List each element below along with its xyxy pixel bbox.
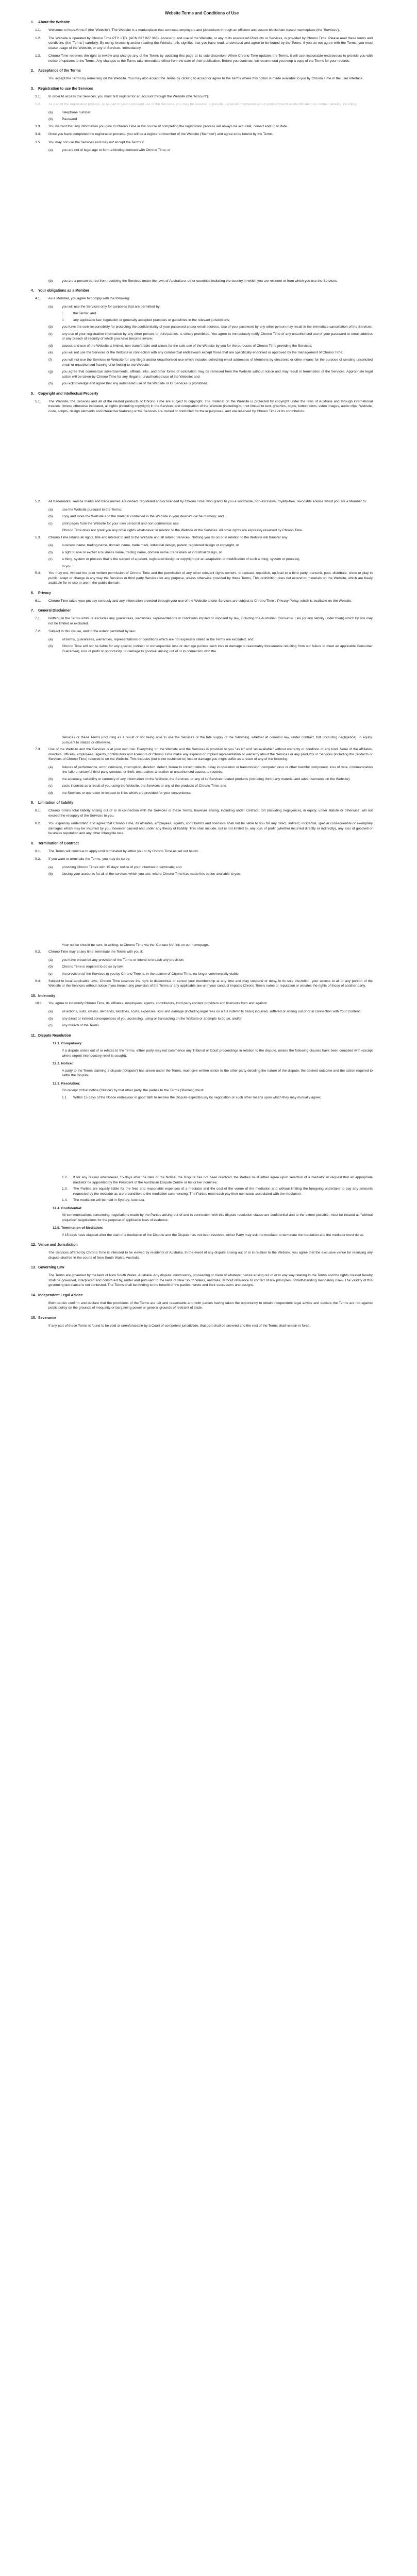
clause: 3.5. You may not use the Services and may not accept the Terms if: [35,140,145,144]
clause: 9.4. Subject to local applicable laws, Chrono Time reserves the right to discontinue or cancel your membership at any time and may suspend or deny, in its sole discretion, your access to all or any portion of the Website or the Services without notice if you breach any provision of the Terms or any applicable law or if your conduct impacts Chrono Time's name or reputation or violates the rights of those of another party. [35,979,373,988]
section-heading: 2. Acceptance of the Terms [31,69,81,73]
section-indemnity [31,994,373,1028]
section-registration [31,87,373,284]
sub-clause: (b) a right to use or exploit a business name, trading name, domain name, trade mark or industrial design, or [48,550,222,554]
sub-sub-clause: 1.2. If for any reason whatsoever, 15 days after the date of the Notice, the Dispute has not been resolved, the Parties must either agree upon selection of a mediator or request that an appropriate mediator be appointed by the President of the Australian Dispute Centre or his or her nominee; [62,1176,373,1184]
clause: The Terms are governed by the laws of New South Wales, Australia. Any dispute, controversy, proceeding or claim of whatever nature arising out of or in any way relating to the Terms and the rights created hereby shall be governed, interpreted and construed by, under and pursuant to the laws of New South Wales, Australia, without reference to conflict of law principles, notwithstanding mandatory rules. The validity of this governing law clause is not contested. The Terms shall be binding to the benefit of the parties hereto and their successors and assigns. [48,1274,373,1287]
clause: 8.2. You expressly understand and agree that Chrono Time, its affiliates, employees, agents, contributors and licensors shall not be liable to you for any direct, indirect, incidental, special consequential or exemplary damages which may be incurred by you, however caused and under any theory of liability. This shall include, but is not limited to, any loss of profit (whether incurred directly or indirectly), any loss of goodwill or business reputation and any other intangible loss. [35,822,373,836]
sub-clause: (a) you have breached any provision of the Terms or intend to breach any provision; [48,958,185,962]
sub-heading: 12.4. Confidential: [53,1206,82,1210]
sub-clause: (d) access and use of the Website is limited, non-transferable and allows for the sole use of the Website by you for the purposes of Chrono Time providing the Services; [48,344,312,348]
sub-clause: (a) providing Chrono Times with 15 days' notice of your intention to terminate; and [48,865,182,869]
sub-clause: (b) any direct or indirect consequences of you accessing, using or transacting on the Website or attempts to do so; and/or [48,1016,242,1021]
sub-clause: (b) closing your accounts for all of the services which you use, where Chrono Time has made this option available to you. [48,872,241,876]
sub-clause: (a) all actions, suits, claims, demands, liabilities, costs, expenses, loss and damage (including legal fees on a full indemnity basis) incurred, suffered or arising out of or in connection with Your Content; [48,1009,361,1013]
sub-clause-tail: to you. [62,564,73,568]
clause: You accept the Terms by remaining on the Website. You may also accept the Terms by clicking to accept or agree to the Terms where this option is made available to you by Chrono Time in the user interface. [48,77,364,81]
sub-clause: On receipt of that notice ('Notice') by that other party, the parties to the Terms ('Parties') must: [62,1089,204,1093]
section-heading: 12. Venue and Jurisdiction [31,1243,78,1247]
sub-sub-clause: 1.4. The mediation will be held in Sydney, Australia. [62,1198,145,1202]
section-heading: 5. Copyright and Intellectual Property [31,392,98,396]
section-severance [31,1316,373,1328]
section-termination [31,841,373,989]
sub-clause: (a) all terms, guarantees, warranties, representations or conditions which are not expressly stated in the Terms are excluded; and [48,637,254,641]
clause: 3.3. You warrant that any information you give to Chrono Time in the course of completing the registration process will always be accurate, correct and up to date. [35,124,288,128]
sub-clause: A party to the Terms claiming a dispute ('Dispute') has arisen under the Terms, must give written notice to the other party detailing the nature of the dispute, the desired outcome and the action required to settle the Dispute. [62,1069,373,1078]
sub-clause: (c) any use of your registration information by any other person, or third parties, is strictly prohibited. You agree to immediately notify Chrono Time of any unauthorised use of your password or email address or any breach of security of which you have become aware; [48,332,373,341]
sub-clause: (b) Chrono Time will not be liable for any special, indirect or consequential loss or damage (unless such loss or damage is reasonably foreseeable resulting from our failure to meet an applicable Consumer Guarantee), loss of profit or opportunity, or damage to goodwill arising out of or in connection with the [48,645,373,653]
sub-sub-clause: 1.3. The Parties are equally liable for the fees and reasonable expenses of a mediator and the cost of the venue of the mediation and without limiting the foregoing undertake to pay any amounts requested by the mediator as a pre-condition to the mediation commencing. The Parties must each pay their own costs associated with the mediation; [62,1187,373,1196]
section-general-disclaimer [31,608,373,795]
sub-clause: (a) Telephone number [48,110,91,114]
sub-heading: 12.1. Compulsory: [53,1042,82,1046]
section-governing-law [31,1265,373,1287]
clause: 5.3. Chrono Time retains all rights, title and interest in and to the Website and all related Services. Nothing you do on or in relation to the Website will transfer any: [35,535,289,539]
clause: 8.1. Chrono Time's total liability arising out of or in connection with the Services or these Terms, however arising, including under contract, tort (including negligence), in equity, under statute or otherwise, will not exceed the resupply of the Services to you. [35,809,373,818]
section-dispute-resolution [31,1033,373,1238]
sub-clause: All communications concerning negotiations made by the Parties arising out of and in connection with this dispute resolution clause are confidential and to the extent possible, must be treated as "without prejudice" negotiations for the purpose of applicable laws of evidence. [62,1213,373,1222]
section-heading: 6. Privacy [31,591,51,595]
sub-clause: (a) use the Website pursuant to the Terms; [48,507,122,512]
sub-clause: (b) copy and store the Website and the material contained in the Website in your device's cache memory; and [48,515,224,519]
sub-clause-continued: Services or these Terms (including as a result of not being able to use the Services or the late supply of the Services), whether at common law, under contract, tort (including negligence), in equity, pursuant to statute or otherwise. [62,736,373,744]
clause: 5.1. The Website, the Services and all of the related products of Chrono Time are subject to copyright. The material on the Website is protected by copyright under the laws of Australia and through international treaties. Unless otherwise indicated, all rights (including copyright) in the Services and compilation of the Website (including but not limited to text, graphics, logos, button icons, video images, audio clips, Website, code, scripts, design elements and interactive features) or the Services are owned or controlled for these purposes, and are reserved by Chrono Time or its contributors. [35,399,373,413]
section-independent-legal-advice [31,1293,373,1311]
sub-clause: (a) you are not of legal age to form a binding contract with Chrono Time; or [48,148,171,152]
section-heading: 9. Termination of Contract [31,841,79,845]
sub-clause: (c) the provision of the Services to you by Chrono Time is, in the opinion of Chrono Time, no longer commercially viable. [48,972,240,976]
clause: 9.3. Chrono Time may at any time, terminate the Terms with you if: [35,950,143,954]
clause: 1.1. Welcome to https://inno.fi (the 'Website'). The Website is a marketplace that connects employers and jobseekers through an efficient and secure blockchain-based marketplace (the 'Services'). [35,28,340,32]
sub-clause: (g) you agree that commercial advertisements, affiliate links, and other forms of solicitation may be removed from the Website without notice and may result in termination of the Services. Appropriate legal action will be taken by Chrono Time for any illegal or unauthorised use of the Website; and [48,370,373,379]
section-heading: 11. Dispute Resolution [31,1033,71,1038]
sub-clause: (f) you will not use the Services or Website for any illegal and/or unauthorised use which includes collecting email addresses of Members by electronic or other means for the purpose of sending unsolicited email or unauthorised framing of or linking to the Website; [48,358,373,367]
clause: 9.1. The Terms will continue to apply until terminated by either you or by Chrono Time as set out below. [35,849,199,853]
sub-clause: (b) you are a person barred from receiving the Services under the laws of Australia or other countries including the country in which you are resident or from which you use the Services. [48,279,338,283]
section-heading: 7. General Disclaimer [31,609,71,613]
sub-clause: (c) a thing, system or process that is the subject of a patent, registered design or copyright (or an adaptation or modification of such a thing, system or process), [48,557,301,562]
sub-clause: (c) print pages from the Website for your own personal and non-commercial use. [48,521,180,526]
sub-clause: (c) any breach of the Terms. [48,1024,100,1028]
sub-sub-clause: i. the Terms; and [62,312,96,316]
sub-heading: 12.3. Resolution: [53,1081,80,1086]
sub-sub-clause: ii. any applicable law, regulation or generally accepted practices or guidelines in the relevant jurisdictions; [62,318,230,322]
section-about-website [31,20,373,63]
clause: 4.1. As a Member, you agree to comply with the following: [35,297,130,301]
section-acceptance [31,69,373,81]
clause: 1.3. Chrono Time reserves the right to review and change any of the Terms by updating this page at its sole discretion. When Chrono Time updates the Terms, it will use reasonable endeavours to provide you with notice of updates to the Terms. Any changes to the Terms take immediate effect from the date of their publication. Before you continue, we recommend you keep a copy of the Terms for your records. [35,54,373,63]
sub-heading: 12.5. Termination of Mediation: [53,1226,103,1230]
clause: 5.4. You may not, without the prior written permission of Chrono Time and the permission of any other relevant rights owners: broadcast, republish, up-load to a third party, transmit, post, distribute, show or play in public, adapt or change in any way the Services or third party Services for any purpose, unless otherwise provided by these Terms. This prohibition does not extend to materials on the Website, which are freely available for re-use or are in the public domain. [35,571,373,585]
section-heading: 14. Independent Legal Advice [31,1293,83,1297]
sub-clause: (a) failures of performance, error, omission, interruption, deletion, defect, failure to correct defects, delay in operation or transmission, computer virus or other harmful component, loss of data, communication line failure, unlawful third party conduct, or theft, destruction, alteration or unauthorised access to records; [48,765,373,774]
section-heading: 15. Severance [31,1316,57,1320]
clause: 5.2. All trademarks, service marks and trade names are owned, registered and/or licensed by Chrono Time, who grants to you a worldwide, non-exclusive, royalty-free, revocable license whilst you are a Member to: [35,500,367,504]
sub-clause: (c) costs incurred as a result of you using the Website, the Services or any of the products of Chrono Time; and [48,784,226,788]
document-title: Website Terms and Conditions of Use [164,11,239,15]
clause: 9.2. If you want to terminate the Terms, you may do so by: [35,857,130,861]
sub-clause: (h) you acknowledge and agree that any automated use of the Website or its Services is prohibited. [48,382,208,386]
clause: The Services offered by Chrono Time is intended to be viewed by residents of Australia. In the event of any dispute arising out of or in relation to the Website, you agree that the exclusive venue for resolving any dispute shall be in the courts of New South Wales, Australia. [48,1251,373,1260]
section-heading: 1. About the Website [31,21,70,25]
section-heading: 13. Governing Law [31,1266,64,1270]
sub-clause: If 15 days have elapsed after the start of a mediation of the Dispute and the Dispute has not been resolved, either Party may ask the mediator to terminate the mediation and the mediator must do so. [62,1233,364,1237]
section-limitation-liability [31,801,373,836]
section-copyright [31,392,373,586]
clause: 7.2. Subject to this clause, and to the extent permitted by law: [35,630,136,634]
sub-sub-clause: 1.1. Within 15 days of the Notice endeavour in good faith to resolve the Dispute expeditiously by negotiation or such other means upon which they may mutually agree; [62,1095,321,1099]
section-member-obligations [31,289,373,386]
clause: 10.1. You agree to indemnify Chrono Time, its affiliates, employees, agents, contributors, third party content providers and licensors from and against: [35,1002,268,1006]
clause: Both parties confirm and declare that the provisions of the Terms are fair and reasonable and both parties having taken the opportunity to obtain independent legal advice and declare the Terms are not against public policy on the grounds of inequality or bargaining power or general grounds of restraint of trade. [48,1301,373,1310]
sub-clause: (b) Chrono Time is required to do so by law; [48,965,124,969]
sub-clause: (d) the Services or operation in respect to links which are provided for your convenience. [48,791,192,795]
section-heading: 3. Registration to use the Services [31,87,93,91]
clause-faded: 3.2. As part of the registration process, or as part of your continued use of the Services, you may be required to provide personal information about yourself (such as identification or contact details), including: [35,103,357,107]
sub-heading: 12.2. Notice: [53,1062,73,1066]
sub-clause: (a) you will use the Services only for purposes that are permitted by: [48,304,161,309]
clause: 7.1. Nothing in the Terms limits or excludes any guarantees, warranties, representations or conditions implied or imposed by law, including the Australian Consumer Law (or any liability under them) which by law may not be limited or excluded. [35,617,373,625]
sub-clause: (b) the accuracy, suitability or currency of any information on the Website, the Services, or any of its Services related products (including third party material and advertisements on the Website); [48,777,351,781]
sub-clause: (a) business name, trading name, domain name, trade mark, industrial design, patent, registered design or copyright, or [48,544,239,548]
clause: 1.2. The Website is operated by Chrono Time PTY. LTD. (ACN 627 927 363). Access to and use of the Website, or any of its associated Products or Services, is provided by Chrono Time. Please read these terms and conditions (the 'Terms') carefully. By using, browsing and/or reading the Website, this signifies that you have read, understood and agree to be bound by the Terms. If you do not agree with the Terms, you must cease usage of the Website, or any of Services, immediately. [35,36,373,50]
sub-clause: (e) you will not use the Services or the Website in connection with any commercial endeavours except those that are specifically endorsed or approved by the management of Chrono Time; [48,351,343,355]
section-venue-jurisdiction [31,1243,373,1260]
sub-clause-tail: Your notice should be sent, in writing, to Chrono Time via the 'Contact Us' link on our homepage. [62,943,209,947]
clause: If any part of these Terms is found to be void or unenforceable by a Court of competent jurisdiction, that part shall be severed and the rest of the Terms shall remain in force. [48,1324,311,1328]
clause: 3.1. In order to access the Services, you must first register for an account through the Website (the 'Account'). [35,94,209,98]
clause: 7.3. Use of the Website and the Services is at your own risk. Everything on the Website and the Services is provided to you "as is" and "as available" without warranty or condition of any kind. None of the affiliates, directors, officers, employees, agents, contributors and licensors of Chrono Time make any express or implied representation or warranty about the Services or any products or Services (including the products or Services of Chrono Time) referred to on the Website. This includes (but is not restricted to) loss or damage you might suffer as a result of any of the following: [35,748,373,761]
sub-clause: If a dispute arises out of or relates to the Terms, either party may not commence any Tribunal or Court proceedings in relation to the dispute, unless the following clauses have been complied with (except where urgent interlocutory relief is sought). [62,1048,373,1058]
sub-clause: (b) you have the sole responsibility for protecting the confidentiality of your password and/or email address. Use of your password by any other person may result in the immediate cancellation of the Services; [48,325,373,329]
clause: 6.1. Chrono Time takes your privacy seriously and any information provided through your use of the Website and/or Services are subject to Chrono Time's Privacy Policy, which is available on the Website. [35,599,352,603]
section-heading: 10. Indemnity [31,994,56,998]
sub-clause: (b) Password [48,117,77,122]
section-heading: 8. Limitation of liability [31,801,74,805]
sub-clause-tail: Chrono Time does not grant you any other rights whatsoever in relation to the Website or the Services. All other rights are expressly reserved by Chrono Time. [62,529,303,533]
clause: 3.4. Once you have completed the registration process, you will be a registered member of the Website ('Member') and agree to be bound by the Terms. [35,132,274,137]
section-heading: 4. Your obligations as a Member [31,289,90,293]
section-privacy [31,591,373,603]
